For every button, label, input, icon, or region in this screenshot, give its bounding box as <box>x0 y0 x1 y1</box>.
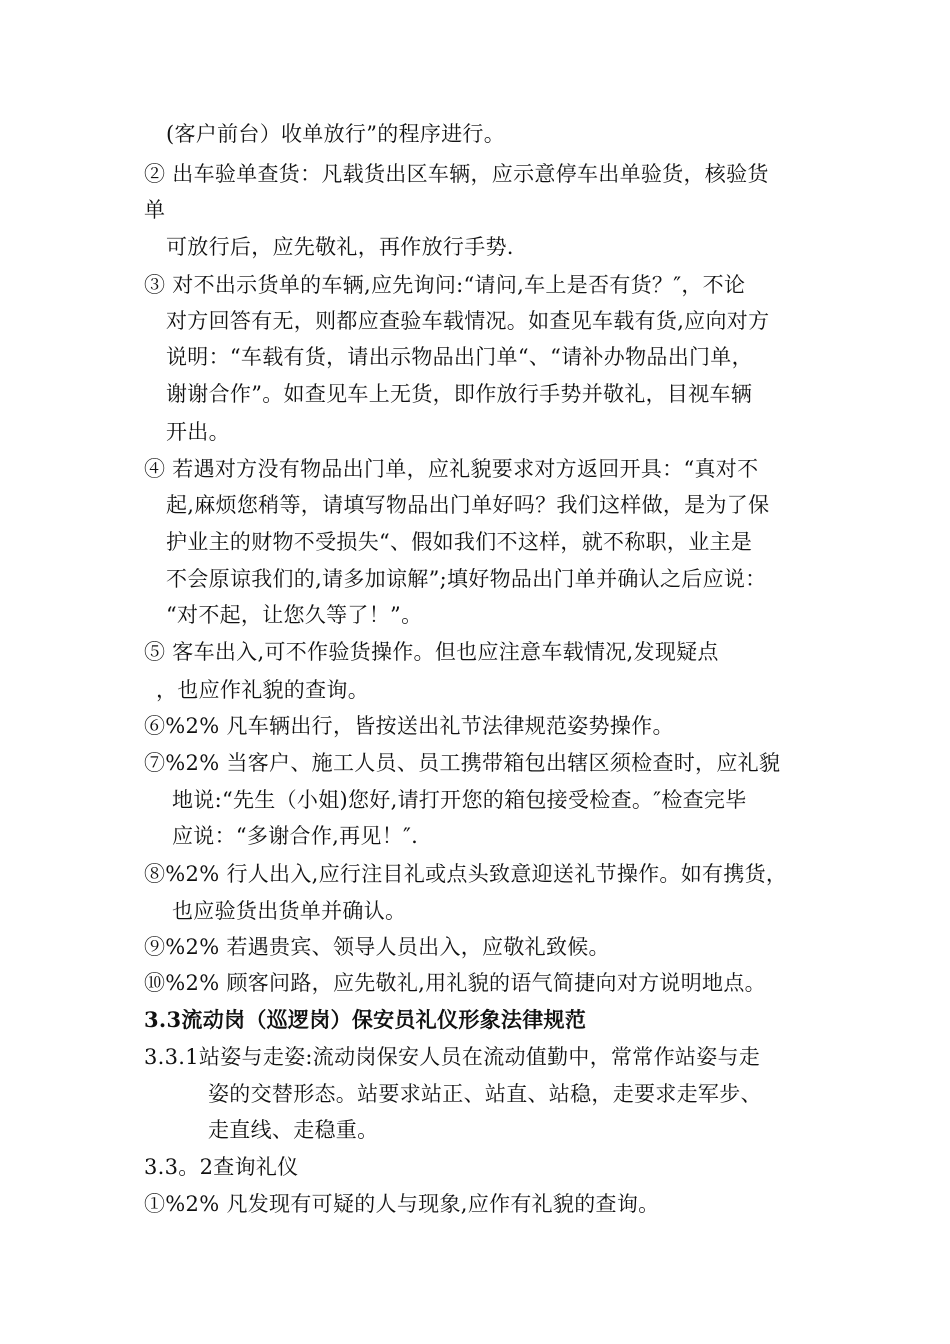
text-line: ①%2% 凡发现有可疑的人与现象,应作有礼貌的查询。 <box>144 1192 660 1216</box>
text-line: 姿的交替形态。站要求站正、站直、站稳，走要求走军步、 <box>208 1082 762 1106</box>
text-line: ③ 对不出示货单的车辆,应先询问:“请问,车上是否有货？″，不论 <box>144 273 746 297</box>
text-line: ⑨%2% 若遇贵宾、领导人员出入，应敬礼致候。 <box>144 935 610 959</box>
text-line: ⑩%2% 顾客问路，应先敬礼,用礼貌的语气简捷向对方说明地点。 <box>144 971 766 995</box>
text-line: 谢谢合作”。如查见车上无货，即作放行手势并敬礼，目视车辆 <box>166 382 753 406</box>
text-line: 说明：“车载有货，请出示物品出门单“、“请补办物品出门单， <box>166 345 753 369</box>
text-line: ⑥%2% 凡车辆出行，皆按送出礼节法律规范姿势操作。 <box>144 714 674 738</box>
text-line: 不会原谅我们的,请多加谅解”;填好物品出门单并确认之后应说： <box>166 567 767 591</box>
text-line: 可放行后，应先敬礼，再作放行手势. <box>166 235 514 259</box>
text-line: 对方回答有无，则都应查验车载情况。如查见车载有货,应向对方 <box>166 309 770 333</box>
text-line: ⑦%2% 当客户、施工人员、员工携带箱包出辖区须检查时，应礼貌 <box>144 751 781 775</box>
text-line: 护业主的财物不受损失“、假如我们不这样，就不称职，业主是 <box>166 530 753 554</box>
subsection-heading: 3.3。2查询礼仪 <box>144 1155 299 1179</box>
text-line: 开出。 <box>166 420 230 444</box>
text-line: 单 <box>144 198 166 222</box>
section-heading: 3.3流动岗（巡逻岗）保安员礼仪形象法律规范 <box>144 1007 587 1032</box>
text-line: ② 出车验单查货：凡载货出区车辆，应示意停车出单验货，核验货 <box>144 162 769 186</box>
text-line: ⑤ 客车出入,可不作验货操作。但也应注意车载情况,发现疑点 <box>144 640 719 664</box>
text-line: 应说：“多谢合作,再见！″. <box>172 824 419 848</box>
text-line: 3.3.1站姿与走姿:流动岗保安人员在流动值勤中，常常作站姿与走 <box>144 1045 761 1069</box>
text-line: ⑧%2% 行人出入,应行注目礼或点头致意迎送礼节操作。如有携货， <box>144 862 788 886</box>
text-line: ④ 若遇对方没有物品出门单，应礼貌要求对方返回开具：“真对不 <box>144 457 759 481</box>
text-line: (客户前台）收单放行”的程序进行。 <box>166 122 506 146</box>
text-line: 起,麻烦您稍等，请填写物品出门单好吗？我们这样做，是为了保 <box>166 493 770 517</box>
text-line: ，也应作礼貌的查询。 <box>156 678 369 702</box>
text-line: “对不起，让您久等了！”。 <box>166 603 423 627</box>
text-line: 走直线、走稳重。 <box>208 1118 379 1142</box>
text-line: 地说:“先生（小姐)您好,请打开您的箱包接受检查。″检查完毕 <box>172 788 747 812</box>
text-line: 也应验货出货单并确认。 <box>172 899 407 923</box>
